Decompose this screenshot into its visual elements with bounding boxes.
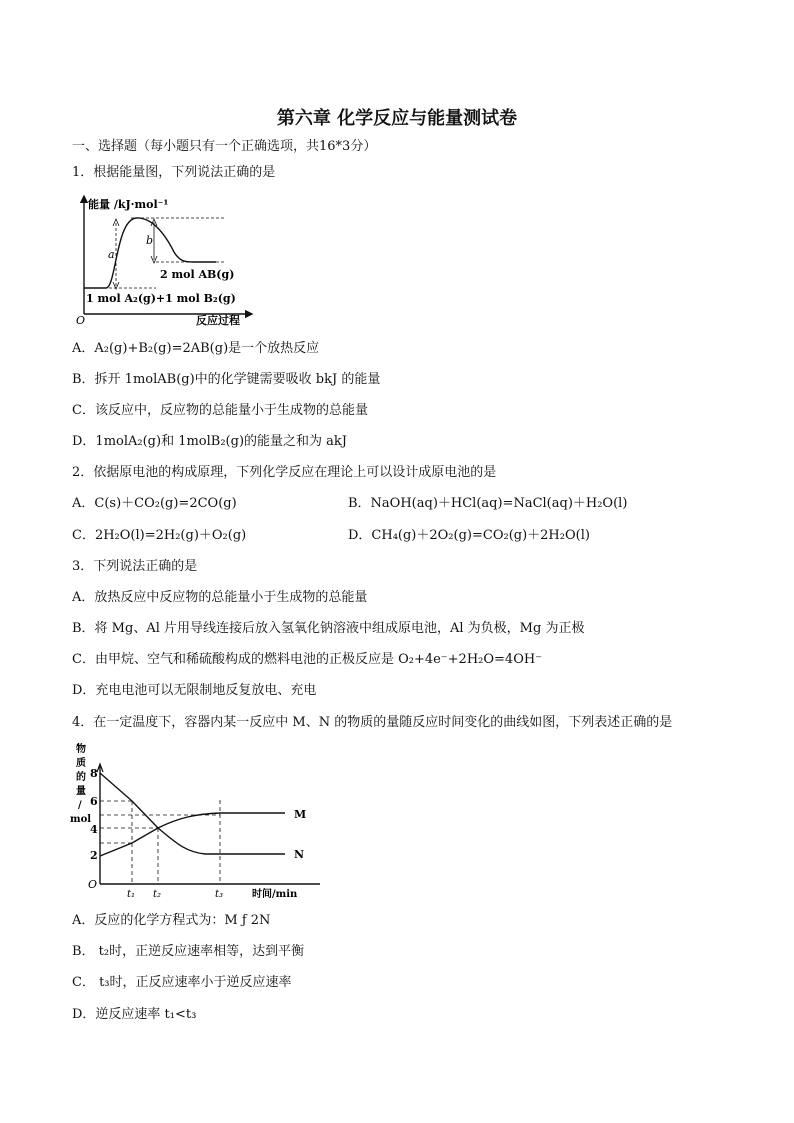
energy-y-label: 能量 /kJ·mol⁻¹ [88,198,169,211]
graph-y-tick-4: 4 [90,823,98,836]
graph-y-tick-8: 8 [90,767,98,780]
question-2-option-a[interactable]: A．C(s)＋CO₂(g)=2CO(g) [72,496,237,511]
question-2-option-b[interactable]: B．NaOH(aq)＋HCl(aq)=NaCl(aq)＋H₂O(l) [348,496,628,511]
question-4-option-c[interactable]: C． t₃时，正反应速率小于逆反应速率 [72,975,292,990]
question-3-option-d[interactable]: D．充电电池可以无限制地反复放电、充电 [72,683,317,698]
question-3-option-c[interactable]: C．由甲烷、空气和稀硫酸构成的燃料电池的正极反应是 O₂+4e⁻+2H₂O=4OH⁻ [72,652,543,667]
energy-diagram [76,192,266,328]
energy-b-label: b [146,234,154,247]
series-n-label: N [294,848,305,861]
question-4-stem: 4．在一定温度下，容器内某一反应中 M、N 的物质的量随反应时间变化的曲线如图，下列表述正确的是 [72,715,673,730]
graph-y-label-2: 质 [76,758,86,769]
energy-x-label: 反应过程 [196,314,240,327]
page-title: 第六章 化学反应与能量测试卷 [276,108,518,129]
question-3-stem: 3．下列说法正确的是 [72,559,198,574]
energy-product-label: 2 mol AB(g) [160,268,235,281]
question-1-option-d[interactable]: D．1molA₂(g)和 1molB₂(g)的能量之和为 akJ [72,434,347,449]
graph-x-tick-t3: t₃ [215,889,224,900]
question-1-option-c[interactable]: C．该反应中，反应物的总能量小于生成物的总能量 [72,403,368,418]
graph-x-tick-t1: t₁ [127,889,136,900]
question-3-option-a[interactable]: A．放热反应中反应物的总能量小于生成物的总能量 [72,590,368,605]
graph-x-label: 时间/min [252,889,298,900]
graph-y-label-5: / [78,800,82,811]
question-2-option-d[interactable]: D．CH₄(g)＋2O₂(g)=CO₂(g)＋2H₂O(l) [348,528,590,543]
graph-y-label-3: 的 [76,772,86,783]
question-1-option-b[interactable]: B．拆开 1molAB(g)中的化学键需要吸收 bkJ 的能量 [72,372,381,387]
graph-y-tick-2: 2 [90,849,98,862]
question-4-option-b[interactable]: B． t₂时，正逆反应速率相等，达到平衡 [72,944,305,959]
question-4-option-d[interactable]: D．逆反应速率 t₁<t₃ [72,1007,197,1022]
graph-y-label-1: 物 [76,744,86,755]
energy-a-label: a [108,248,115,261]
graph-y-tick-6: 6 [90,795,98,808]
graph-y-label-6: mol [70,814,92,825]
graph-origin: O [88,878,98,891]
question-2-option-c[interactable]: C．2H₂O(l)=2H₂(g)＋O₂(g) [72,528,247,543]
amount-time-graph [70,742,330,900]
question-2-stem: 2．依据原电池的构成原理，下列化学反应在理论上可以设计成原电池的是 [72,465,497,480]
energy-reactant-label: 1 mol A₂(g)+1 mol B₂(g) [86,292,236,305]
graph-x-tick-t2: t₂ [153,889,162,900]
question-1-option-a[interactable]: A．A₂(g)+B₂(g)=2AB(g)是一个放热反应 [72,341,320,356]
graph-y-label-4: 量 [76,786,86,797]
section-heading: 一、选择题（每小题只有一个正确选项，共16*3分） [72,139,377,154]
series-m-curve [100,813,285,856]
question-3-option-b[interactable]: B．将 Mg、Al 片用导线连接后放入氢氧化钠溶液中组成原电池，Al 为负极，Mg 为正极 [72,621,585,636]
energy-origin: O [76,314,86,327]
question-4-option-a[interactable]: A．反应的化学方程式为：M ƒ 2N [72,913,271,928]
question-1-stem: 1．根据能量图，下列说法正确的是 [72,165,276,180]
series-m-label: M [294,808,307,821]
